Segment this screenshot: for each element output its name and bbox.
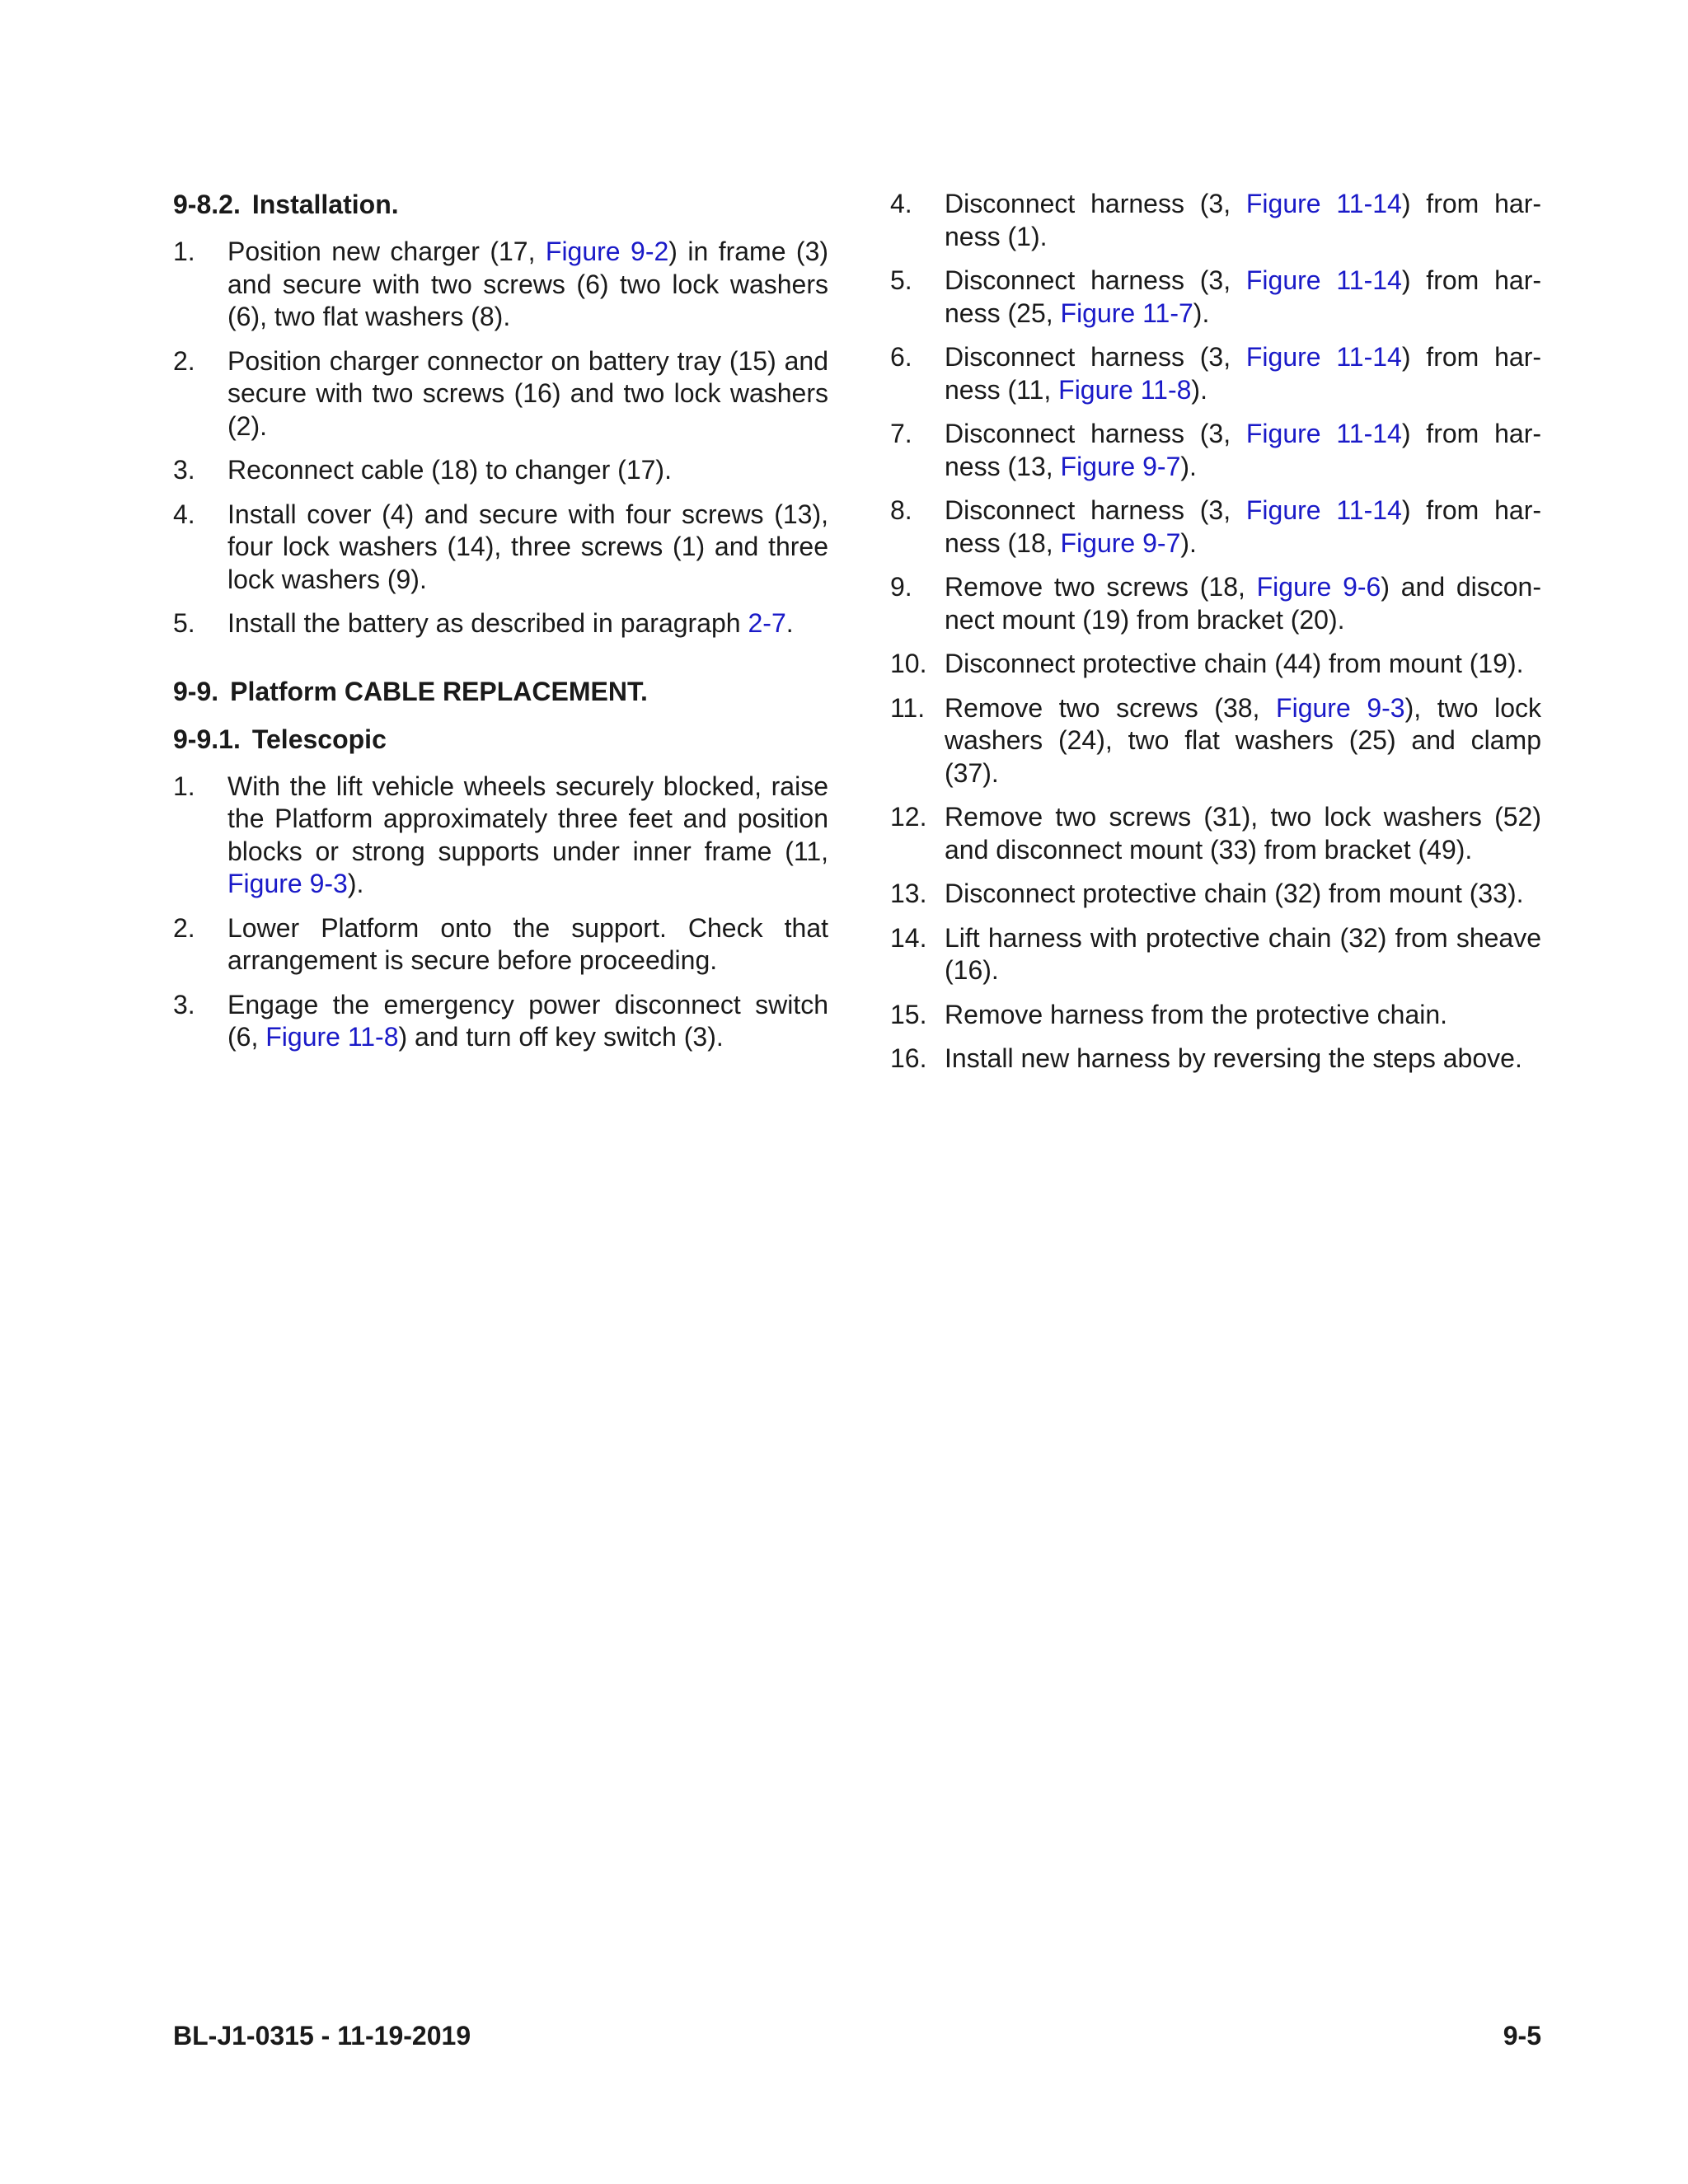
figure-reference-link[interactable]: Figure 9-7: [1060, 527, 1181, 558]
figure-reference-link[interactable]: Figure 11-14: [1245, 419, 1402, 448]
step-number: 2.: [173, 345, 195, 376]
step-text-segment: Disconnect harness (3,: [945, 419, 1246, 448]
step-text-segment: ) from har-ness (18,: [945, 495, 1541, 558]
step-number: 6.: [890, 342, 912, 372]
step-text-segment: Disconnect harness (3,: [945, 265, 1246, 295]
step-text: [945, 879, 1524, 908]
step-text: [945, 265, 1541, 328]
step-text: [945, 342, 1541, 405]
step-item: [890, 922, 1541, 987]
step-text-segment: ).: [1180, 527, 1197, 558]
step-text-segment: ) from har-ness (1).: [945, 189, 1541, 251]
step-item: [890, 418, 1541, 483]
step-text-segment: Disconnect harness (3,: [945, 189, 1246, 218]
step-text-segment: Install the battery as described in paragraph: [227, 608, 748, 638]
figure-reference-link[interactable]: Figure 11-14: [1245, 495, 1402, 525]
step-text-segment: Disconnect harness (3,: [945, 495, 1246, 525]
step-item: [173, 345, 828, 443]
step-text-segment: ) and turn off key switch (3).: [398, 1022, 724, 1052]
step-text-segment: With the lift vehicle wheels securely blocked, raise the Platform approximately three feet and position blocks or strong supports under inner frame (11,: [227, 771, 828, 866]
step-item: [890, 648, 1541, 681]
step-item: [890, 692, 1541, 790]
step-text: [227, 237, 828, 331]
step-item: [890, 1043, 1541, 1076]
step-text: [227, 990, 828, 1052]
step-text-segment: ) from har-ness (25,: [945, 265, 1541, 328]
step-item: [890, 265, 1541, 330]
step-item: [890, 801, 1541, 866]
step-text-segment: Engage the emergency power disconnect switch (6,: [227, 989, 828, 1052]
step-item: [173, 607, 828, 640]
footer-document-id: BL-J1-0315 - 11-19-2019: [173, 2021, 471, 2050]
figure-reference-link[interactable]: Figure 11-14: [1245, 265, 1402, 295]
step-item: [890, 878, 1541, 911]
step-text-segment: ) and discon-nect mount (19) from bracket (20).: [945, 572, 1542, 635]
step-item: [173, 499, 828, 597]
step-text-segment: ) from har-ness (13,: [945, 419, 1541, 481]
step-number: 3.: [173, 455, 195, 485]
installation-heading: [173, 188, 828, 221]
step-text-segment: ) from har-ness (11,: [945, 342, 1541, 405]
step-item: [890, 494, 1541, 560]
step-text: [227, 455, 672, 485]
step-text-segment: Remove harness from the protective chain.: [945, 999, 1448, 1029]
figure-reference-link[interactable]: Figure 11-7: [1060, 298, 1193, 328]
step-text: [945, 1000, 1447, 1029]
step-number: 3.: [173, 989, 195, 1019]
step-number: 14.: [890, 922, 927, 953]
installation-steps-list: [173, 236, 828, 640]
step-item: [173, 454, 828, 487]
harness-steps-list: [890, 188, 1541, 1076]
right-column: [890, 188, 1541, 1087]
section-title: Installation.: [251, 190, 399, 219]
figure-reference-link[interactable]: Figure 9-7: [1060, 451, 1181, 481]
step-text-segment: ).: [1193, 298, 1210, 328]
step-number: 4.: [173, 499, 195, 529]
step-text-segment: Lower Platform onto the support. Check that arrangement is secure before proceeding.: [227, 912, 828, 975]
step-text-segment: Remove two screws (31), two lock washers (52) and disconnect mount (33) from bracket (49).: [945, 802, 1541, 865]
step-item: [173, 771, 828, 901]
figure-reference-link[interactable]: Figure 9-3: [1276, 692, 1405, 723]
section-title: Platform CABLE REPLACEMENT.: [230, 676, 648, 706]
step-text: [227, 913, 828, 976]
step-item: [173, 236, 828, 334]
step-text-segment: .: [785, 608, 794, 638]
step-number: 1.: [173, 237, 195, 266]
figure-reference-link[interactable]: Figure 11-14: [1245, 342, 1402, 372]
step-text-segment: Disconnect protective chain (44) from mount (19).: [945, 649, 1524, 678]
step-number: 2.: [173, 912, 195, 943]
telescopic-steps-list: [173, 771, 828, 1054]
step-number: 5.: [890, 265, 912, 295]
step-text: [227, 608, 794, 638]
step-text-segment: ) in frame (3) and secure with two screws (6) two lock washers (6), two flat washers (8).: [227, 237, 829, 331]
step-number: 10.: [890, 649, 927, 678]
step-number: 11.: [890, 692, 926, 723]
step-text: [945, 189, 1541, 251]
figure-reference-link[interactable]: Figure 9-6: [1256, 572, 1381, 602]
step-number: 8.: [890, 495, 912, 525]
section-number: 9-8.2.: [173, 190, 241, 219]
step-text-segment: Remove two screws (18,: [945, 572, 1257, 602]
step-text: [227, 771, 828, 899]
step-text-segment: Reconnect cable (18) to changer (17).: [227, 455, 672, 485]
step-text-segment: ).: [347, 869, 364, 898]
step-item: [173, 912, 828, 977]
step-text: [945, 572, 1541, 635]
step-text-segment: Position charger connector on battery tray (15) and secure with two screws (16) and two lock washers (2).: [227, 345, 828, 441]
section-number: 9-9.: [173, 676, 219, 706]
step-text-segment: Install cover (4) and secure with four screws (13), four lock washers (14), three screws (1) and three lock washers (9).: [227, 499, 828, 594]
step-text: [945, 649, 1524, 678]
step-text-segment: ).: [1191, 374, 1207, 405]
step-number: 12.: [890, 802, 927, 832]
footer-page-number: 9-5: [1503, 2021, 1541, 2050]
figure-reference-link[interactable]: Figure 9-2: [545, 237, 669, 266]
step-text: [227, 346, 828, 441]
step-item: [890, 341, 1541, 406]
step-text-segment: ).: [1180, 451, 1197, 481]
step-text: [945, 1043, 1522, 1073]
step-text-segment: Remove two screws (38,: [945, 692, 1277, 723]
step-text-segment: Install new harness by reversing the steps above.: [945, 1043, 1522, 1073]
figure-reference-link[interactable]: Figure 11-8: [1058, 374, 1192, 405]
step-text: [227, 499, 828, 594]
step-text-segment: Disconnect protective chain (32) from mount (33).: [945, 879, 1524, 908]
figure-reference-link[interactable]: Figure 9-3: [227, 869, 348, 898]
telescopic-heading: [173, 723, 828, 756]
figure-reference-link[interactable]: Figure 11-8: [265, 1022, 399, 1052]
step-text: [945, 802, 1541, 865]
step-item: [890, 571, 1541, 636]
step-text: [945, 693, 1541, 788]
step-number: 16.: [890, 1043, 927, 1073]
step-number: 4.: [890, 189, 912, 218]
section-title: Telescopic: [251, 724, 387, 754]
figure-reference-link[interactable]: Figure 11-14: [1245, 189, 1402, 218]
step-number: 13.: [890, 879, 927, 908]
step-text-segment: ), two lock washers (24), two flat washers (25) and clamp (37).: [945, 692, 1542, 788]
step-text-segment: Lift harness with protective chain (32) from sheave (16).: [945, 922, 1541, 985]
step-text-segment: Position new charger (17,: [227, 237, 546, 266]
step-number: 15.: [890, 999, 927, 1029]
step-text-segment: Disconnect harness (3,: [945, 342, 1246, 372]
step-number: 5.: [173, 608, 195, 638]
cable-replacement-heading: [173, 675, 828, 708]
step-text: [945, 923, 1541, 986]
step-number: 1.: [173, 771, 195, 801]
step-item: [173, 989, 828, 1054]
step-number: 7.: [890, 419, 912, 448]
section-number: 9-9.1.: [173, 724, 241, 754]
left-column: [173, 188, 828, 1066]
step-item: [890, 188, 1541, 253]
step-text: [945, 495, 1541, 558]
step-number: 9.: [890, 572, 912, 602]
step-text: [945, 419, 1541, 481]
step-item: [890, 999, 1541, 1032]
figure-reference-link[interactable]: 2-7: [748, 608, 786, 638]
